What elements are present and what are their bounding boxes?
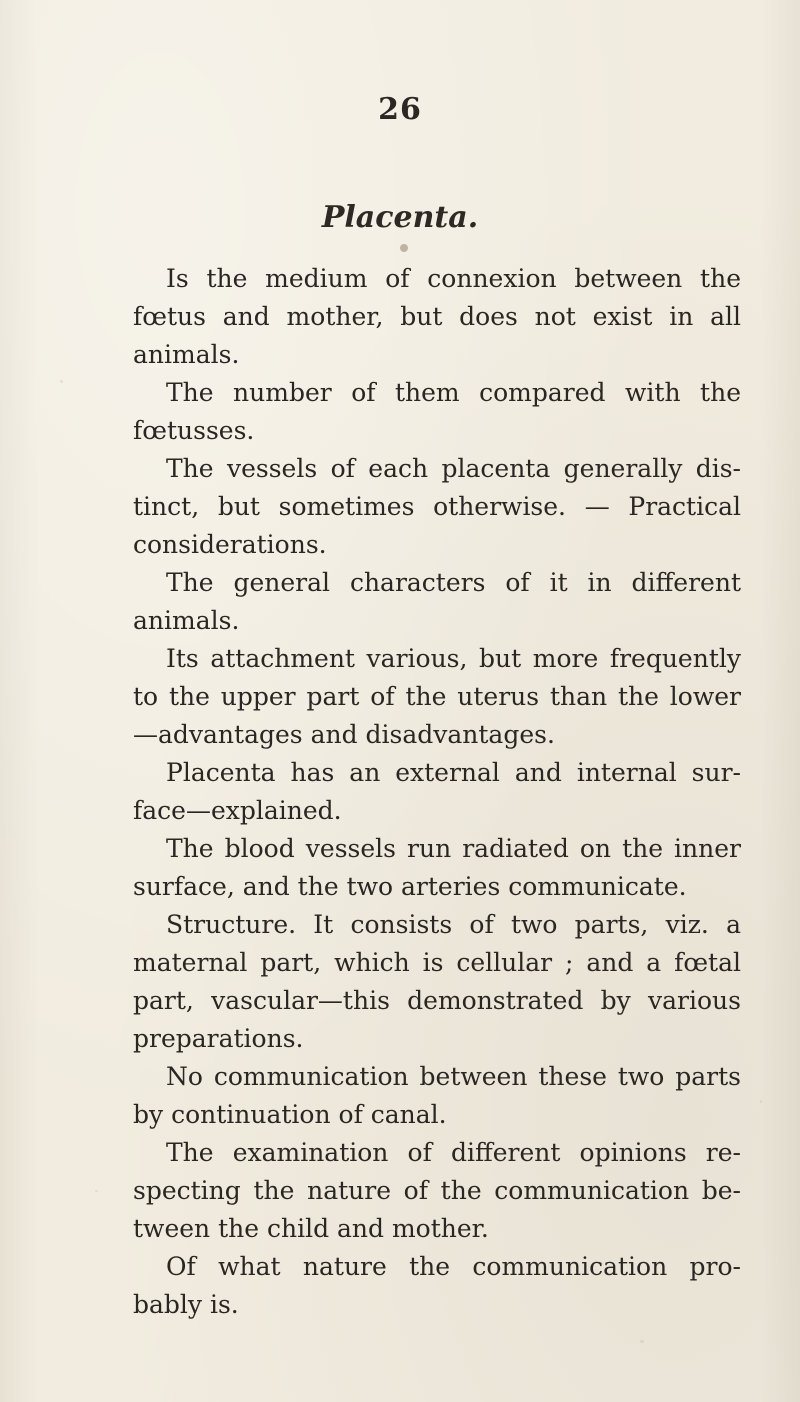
text-line: to the upper part of the uterus than the lower: [133, 682, 741, 711]
text-line: tween the child and mother.: [133, 1214, 489, 1243]
paper-speck: [60, 380, 63, 383]
text-line: preparations.: [133, 1024, 304, 1053]
text-line: The vessels of each placenta generally dis-: [166, 454, 741, 483]
paper-speck: [640, 1340, 644, 1343]
text-line: Of what nature the communication pro-: [166, 1252, 741, 1281]
section-title: Placenta.: [321, 200, 479, 235]
text-line: by continuation of canal.: [133, 1100, 447, 1129]
page-number: 26: [378, 92, 422, 127]
text-line: —advantages and disadvantages.: [133, 720, 555, 749]
text-line: fœtusses.: [133, 416, 255, 445]
text-line: surface, and the two arteries communicate.: [133, 872, 687, 901]
text-line: Is the medium of connexion between the: [166, 264, 741, 293]
text-line: The blood vessels run radiated on the inner: [166, 834, 741, 863]
text-line: part, vascular—this demonstrated by various: [133, 986, 741, 1015]
text-line: Structure. It consists of two parts, viz. a: [166, 910, 741, 939]
text-line: The examination of different opinions re-: [166, 1138, 741, 1167]
text-line: animals.: [133, 606, 240, 635]
text-line: The number of them compared with the: [166, 378, 741, 407]
paper-speck: [95, 1190, 98, 1192]
text-line: Its attachment various, but more frequently: [166, 644, 741, 673]
paper-speck: [760, 1100, 762, 1103]
text-line: fœtus and mother, but does not exist in all: [133, 302, 741, 331]
text-line: maternal part, which is cellular ; and a fœtal: [133, 948, 741, 977]
printer-mark: [400, 244, 408, 252]
text-line: The general characters of it in different: [166, 568, 741, 597]
text-line: face—explained.: [133, 796, 342, 825]
text-line: animals.: [133, 340, 240, 369]
paper-speck: [722, 272, 724, 274]
text-line: bably is.: [133, 1290, 239, 1319]
text-line: considerations.: [133, 530, 327, 559]
text-line: tinct, but sometimes otherwise. — Practical: [133, 492, 741, 521]
text-line: Placenta has an external and internal sur-: [166, 758, 741, 787]
text-line: specting the nature of the communication be-: [133, 1176, 741, 1205]
text-line: No communication between these two parts: [166, 1062, 741, 1091]
